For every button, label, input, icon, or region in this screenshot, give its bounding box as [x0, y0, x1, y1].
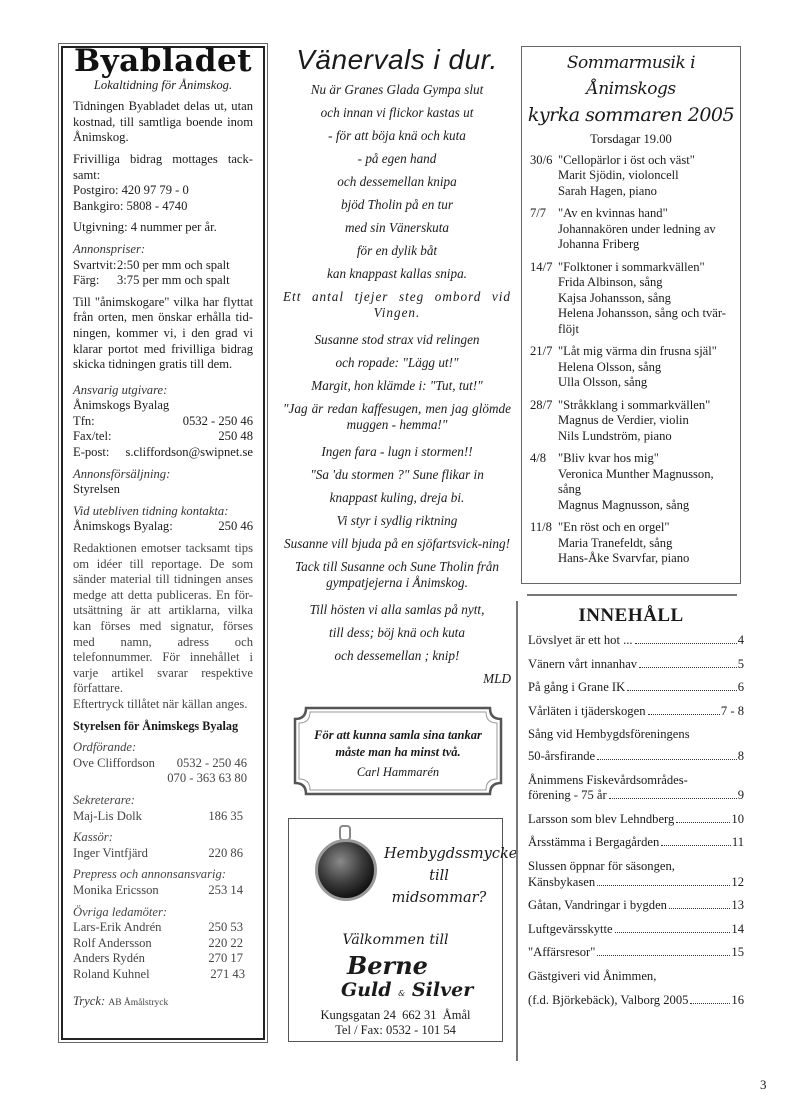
- event-performer: Hans-Åke Svarvfar, piano: [558, 551, 690, 565]
- page-number: 3: [760, 1077, 767, 1092]
- toc-item-page: 16: [731, 992, 744, 1007]
- missing-contact: [73, 519, 253, 535]
- toc-item[interactable]: [518, 945, 744, 961]
- contact-label: Fax/tel:: [73, 429, 112, 444]
- logo-guld-silver: [341, 979, 473, 1001]
- email-link[interactable]: s.cliffordson@swipnet.se: [125, 445, 253, 460]
- board-member: [73, 809, 253, 825]
- board-member: [73, 967, 253, 983]
- editorial-note: Redaktionen emotser tacksamt tips om idéer till reportage. De som sänder material till tidningen anses medge att detta publiceras. En för-utsättning är att artiklarna, vilka kan förses med signatur, förses med namn, adress och telefonnummer. För innehållet i varje artikel svarar respektive författare.: [73, 541, 253, 696]
- price-value: 2:50 per mm och spalt: [117, 257, 230, 272]
- intro-text: Tidningen Byabladet delas ut, utan kostnad, till samtliga boende inom Ånimskog.: [73, 99, 253, 145]
- poem-line: Tack till Susanne och Sune Tholin från gympatjejerna i Ånimskog.: [295, 559, 499, 590]
- event-performer: Veronica Munther Magnusson, sång: [558, 466, 714, 496]
- concert-event: [522, 520, 740, 567]
- contact-label: Tfn:: [73, 413, 95, 428]
- toc-item[interactable]: [518, 727, 744, 764]
- member-phone: 070 - 363 63 80: [167, 771, 247, 786]
- board-role: Övriga ledamöter:: [73, 904, 168, 919]
- member-name: Monika Ericsson: [73, 882, 159, 897]
- member-phone: 250 53: [208, 920, 243, 935]
- poem-line: "Jag är redan kaffesugen, men jag glömde muggen - hemma!": [283, 401, 511, 432]
- event-performer: Maria Tranefeldt, sång: [558, 535, 673, 550]
- concert-subtitle: Torsdagar 19.00: [590, 132, 672, 146]
- ad-price-row: [73, 273, 253, 289]
- poem-line: bjöd Tholin på en tur: [340, 197, 454, 212]
- toc-item-title: Lövslyet är ett hot ...: [528, 633, 633, 647]
- event-performer: Frida Albinson, sång: [558, 275, 663, 289]
- member-name: Inger Vintfjärd: [73, 845, 148, 860]
- jeweller-advert: [288, 818, 518, 1042]
- event-date: 30/6: [530, 152, 553, 167]
- toc-item-title: Luftgevärsskytte: [528, 921, 613, 936]
- poem-line: kan knappast kallas snipa.: [327, 266, 467, 281]
- board-member: [73, 951, 253, 967]
- publisher-name: Ånimskogs Byalag: [73, 398, 170, 413]
- bankgiro: Bankgiro: 5808 - 4740: [73, 198, 188, 213]
- advert-question: [384, 843, 518, 909]
- toc-item[interactable]: [518, 704, 744, 720]
- toc-item-title: Årsstämma i Bergagården: [528, 835, 660, 850]
- board-role: Ordförande:: [73, 740, 137, 755]
- quote-line: För att kunna samla sina tankar: [314, 728, 482, 742]
- event-date: 14/7: [530, 259, 553, 274]
- issues-text: Utgivning: 4 nummer per år.: [73, 220, 217, 235]
- contact-label: Ånimskogs Byalag:: [73, 519, 173, 534]
- poem-line: till dess; böj knä och kuta: [329, 625, 465, 640]
- toc-item-title: (f.d. Björkebäck), Valborg 2005: [528, 992, 689, 1007]
- member-phone: 271 43: [210, 966, 245, 981]
- toc-item-title: 50-årsfirande: [528, 748, 596, 763]
- advert-question-line: midsommar?: [391, 890, 487, 906]
- member-phone: 0532 - 250 46: [176, 755, 247, 770]
- event-performer: Helena Olsson, sång: [558, 359, 662, 374]
- publisher-heading: Ansvarig utgivare:: [73, 382, 168, 397]
- toc-item-page: 11: [731, 835, 744, 850]
- board-member: [73, 936, 253, 952]
- advert-welcome: Välkommen till: [342, 932, 449, 948]
- toc-item-page: 9: [737, 788, 744, 803]
- price-label: Svartvit:: [73, 257, 117, 272]
- toc-item-lead: Ånimmens Fiskevårdsområdes-: [528, 772, 688, 787]
- contact-value: 0532 - 250 46: [182, 413, 253, 428]
- toc-item-lead: Slussen öppnar för säsongen,: [528, 858, 675, 873]
- logo-silver: Silver: [411, 979, 474, 1001]
- member-phone: 186 35: [208, 808, 243, 823]
- price-label: Färg:: [73, 273, 100, 288]
- toc-item-lead: Sång vid Hembygdsföreningens: [528, 727, 690, 742]
- event-performer: Magnus Magnusson, sång: [558, 497, 690, 512]
- toc-item-page: 13: [731, 898, 744, 913]
- toc-item-page: 8: [737, 748, 744, 763]
- member-name: Anders Rydén: [73, 951, 145, 966]
- board-member-phone2: [73, 771, 253, 787]
- poem-line: Nu är Granes Glada Gympa slut: [310, 82, 484, 97]
- toc-title: INNEHÅLL: [578, 605, 684, 626]
- poem-line: och dessemellan knipa: [337, 174, 457, 189]
- pendant-icon: [315, 839, 377, 901]
- member-name: Rolf Andersson: [73, 935, 152, 950]
- toc-item-page: 6: [737, 680, 744, 695]
- poem: [283, 44, 511, 690]
- event-date: 7/7: [530, 206, 547, 220]
- contact-value: 250 48: [218, 429, 253, 444]
- board-role: Sekreterare:: [73, 792, 136, 807]
- concert-event: [522, 451, 740, 513]
- poem-line: och innan vi flickor kastas ut: [320, 105, 474, 120]
- toc-item[interactable]: [518, 633, 744, 649]
- poem-line: och ropade: "Lägg ut!": [335, 355, 459, 370]
- board-heading: Styrelsen för Ånimskegs Byalag: [73, 718, 239, 733]
- toc-item[interactable]: [518, 969, 744, 1008]
- logo-guld: Guld: [341, 979, 392, 1001]
- event-title: "Folktoner i sommarkvällen": [558, 259, 705, 274]
- toc-item-page: 14: [731, 921, 744, 936]
- toc-item[interactable]: [518, 859, 744, 890]
- quote-line: måste man ha minst två.: [335, 745, 461, 759]
- event-performer: Helena Johansson, sång och tvär-flöjt: [558, 306, 726, 336]
- event-performer: Kajsa Johansson, sång: [558, 290, 671, 305]
- board-member: [73, 883, 253, 899]
- logo-berne: Berne: [347, 951, 428, 980]
- contact-label: E-post:: [73, 445, 110, 460]
- price-value: 3:75 per mm och spalt: [117, 273, 230, 288]
- quote-box: [292, 705, 504, 797]
- member-phone: 220 22: [208, 935, 243, 950]
- masthead: Byabladet: [73, 43, 253, 79]
- tagline: Lokaltidning för Ånimskog.: [93, 77, 233, 92]
- event-date: 11/8: [530, 520, 552, 534]
- toc-item-page: 5: [737, 656, 744, 671]
- toc-item[interactable]: [518, 680, 744, 696]
- member-name: Ove Cliffordson: [73, 755, 155, 770]
- event-title: "Av en kvinnas hand": [558, 206, 668, 220]
- toc-item-page: 12: [731, 874, 744, 889]
- advert-question-line: Hembygdssmycke: [384, 846, 518, 862]
- event-title: "Stråkklang i sommarkvällen": [558, 397, 711, 412]
- printer-name: AB Åmålstryck: [108, 998, 169, 1009]
- toc-item-title: Larsson som blev Lehndberg: [528, 811, 675, 826]
- event-date: 21/7: [530, 344, 553, 358]
- table-of-contents: [516, 601, 744, 1061]
- concert-event: [522, 260, 740, 338]
- member-phone: 270 17: [208, 951, 243, 966]
- poem-line: - på egen hand: [357, 151, 437, 166]
- event-performer: Marit Sjödin, violoncell: [558, 168, 679, 182]
- concert-title: [522, 50, 740, 128]
- poem-line: för en dylik båt: [356, 243, 438, 258]
- toc-item-title: På gång i Grane IK: [528, 680, 626, 695]
- concert-event: [522, 344, 740, 391]
- concert-event: [522, 153, 740, 200]
- missing-heading: Vid utebliven tidning kontakta:: [73, 503, 229, 518]
- ad-sales-heading: Annonsförsäljning:: [73, 466, 171, 481]
- toc-item-title: Vänern vårt innanhav: [528, 656, 638, 671]
- advert-contact: [289, 1008, 502, 1038]
- concert-event: [522, 398, 740, 445]
- ad-price-row: [73, 258, 253, 274]
- ad-sales: Styrelsen: [73, 482, 120, 497]
- colophon-box: [61, 43, 265, 1040]
- movers-note: Till "ånimskogare" vilka har flyttat från orten, men önskar erhålla tid-ningen, kommer vi, i den grad vi klarar portot med frivilliga bidrag skicka tidningen gratis till dem.: [73, 294, 253, 372]
- toc-item[interactable]: [518, 657, 744, 673]
- board-member: [73, 920, 253, 936]
- toc-item-lead: Gästgiveri vid Ånimmen,: [528, 968, 657, 983]
- concert-event: [522, 206, 740, 253]
- toc-item-title: Vårläten i tjäderskogen: [528, 703, 646, 718]
- member-phone: 220 86: [208, 845, 243, 860]
- board-member: [73, 756, 253, 772]
- event-title: "En röst och en orgel": [558, 520, 670, 534]
- printer-line: [73, 994, 253, 1012]
- member-name: Roland Kuhnel: [73, 966, 150, 981]
- concert-title-line: Sommarmusik i Ånimskogs: [566, 53, 696, 99]
- poem-line: Vi styr i sydlig riktning: [336, 513, 458, 528]
- contact-value: 250 46: [218, 519, 253, 534]
- postgiro: Postgiro: 420 97 79 - 0: [73, 183, 189, 198]
- event-date: 4/8: [530, 451, 547, 465]
- board-role: Prepress och annonsansvarig:: [73, 867, 226, 882]
- poem-title: Vänervals i dur.: [296, 44, 498, 75]
- quote-text: [292, 727, 504, 781]
- event-date: 28/7: [530, 397, 553, 412]
- toc-item-title: "Affärsresor": [528, 945, 596, 960]
- advert-address: Kungsgatan 24 662 31 Åmål: [320, 1008, 471, 1022]
- reprint-note: Eftertryck tillåtet när källan anges.: [73, 696, 248, 711]
- quote-author: Carl Hammarén: [356, 765, 440, 779]
- event-performer: Ulla Olsson, sång: [558, 375, 648, 389]
- event-performer: Magnus de Verdier, violin: [558, 413, 689, 427]
- event-performer: Sarah Hagen, piano: [558, 183, 657, 198]
- logo-amp: &: [398, 989, 406, 998]
- poem-line: med sin Vänerskuta: [344, 220, 450, 235]
- poem-line: Susanne stod strax vid relingen: [314, 332, 480, 347]
- poem-line: "Sa 'du stormen ?" Sune flikar in: [310, 467, 484, 482]
- toc-item-page: 4: [737, 633, 744, 647]
- toc-item[interactable]: [518, 835, 744, 851]
- toc-item[interactable]: [518, 812, 744, 828]
- advert-phone: Tel / Fax: 0532 - 101 54: [335, 1023, 456, 1037]
- ad-prices-heading: Annonspriser:: [73, 241, 146, 256]
- poem-line: Ingen fara - lugn i stormen!!: [321, 444, 473, 459]
- donations-text: Frivilliga bidrag mottages tack-samt:: [73, 151, 253, 182]
- toc-item-page: 15: [731, 945, 744, 960]
- contact-row: [73, 429, 253, 445]
- toc-item[interactable]: [518, 922, 744, 938]
- poem-line: och dessemellan ; knip!: [334, 648, 460, 663]
- event-title: "Låt mig värma din frusna själ": [558, 344, 717, 358]
- member-phone: 253 14: [208, 882, 243, 897]
- toc-item[interactable]: [518, 898, 744, 914]
- section-divider: [527, 594, 737, 596]
- toc-item[interactable]: [518, 773, 744, 804]
- poem-line: Margit, hon klämde i: "Tut, tut!": [311, 378, 483, 393]
- poem-line: knappast kuling, dreja bi.: [329, 490, 465, 505]
- event-title: "Bliv kvar hos mig": [558, 451, 659, 465]
- contact-row: [73, 445, 253, 461]
- toc-item-page: 10: [731, 811, 744, 826]
- concert-title-line: kyrka sommaren 2005: [527, 104, 735, 126]
- event-performer: Nils Lundström, piano: [558, 428, 672, 443]
- toc-item-title: förening - 75 år: [528, 788, 607, 803]
- poem-line: Till hösten vi alla samlas på nytt,: [309, 602, 485, 617]
- poem-line: - för att böja knä och kuta: [328, 128, 466, 143]
- toc-item-title: Gåtan, Vandringar i bygden: [528, 898, 667, 913]
- toc-item-title: Känsbykasen: [528, 874, 596, 889]
- concert-box: [521, 46, 741, 584]
- poem-line: Susanne vill bjuda på en sjöfartsvick-ning!: [284, 536, 510, 551]
- event-title: "Cellopärlor i öst och väst": [558, 152, 695, 167]
- poem-line: Ett antal tjejer steg ombord vid Vingen.: [283, 289, 511, 320]
- poem-signature: MLD: [483, 671, 511, 686]
- board-member: [73, 846, 253, 862]
- toc-item-page: 7 - 8: [720, 703, 744, 718]
- event-performer: Johannakören under ledning av Johanna Friberg: [558, 221, 716, 251]
- board-role: Kassör:: [73, 830, 113, 845]
- contact-row: [73, 414, 253, 430]
- member-name: Lars-Erik Andrén: [73, 920, 162, 935]
- advert-question-line: till: [429, 868, 449, 884]
- member-name: Maj-Lis Dolk: [73, 808, 142, 823]
- print-label: Tryck:: [73, 994, 106, 1009]
